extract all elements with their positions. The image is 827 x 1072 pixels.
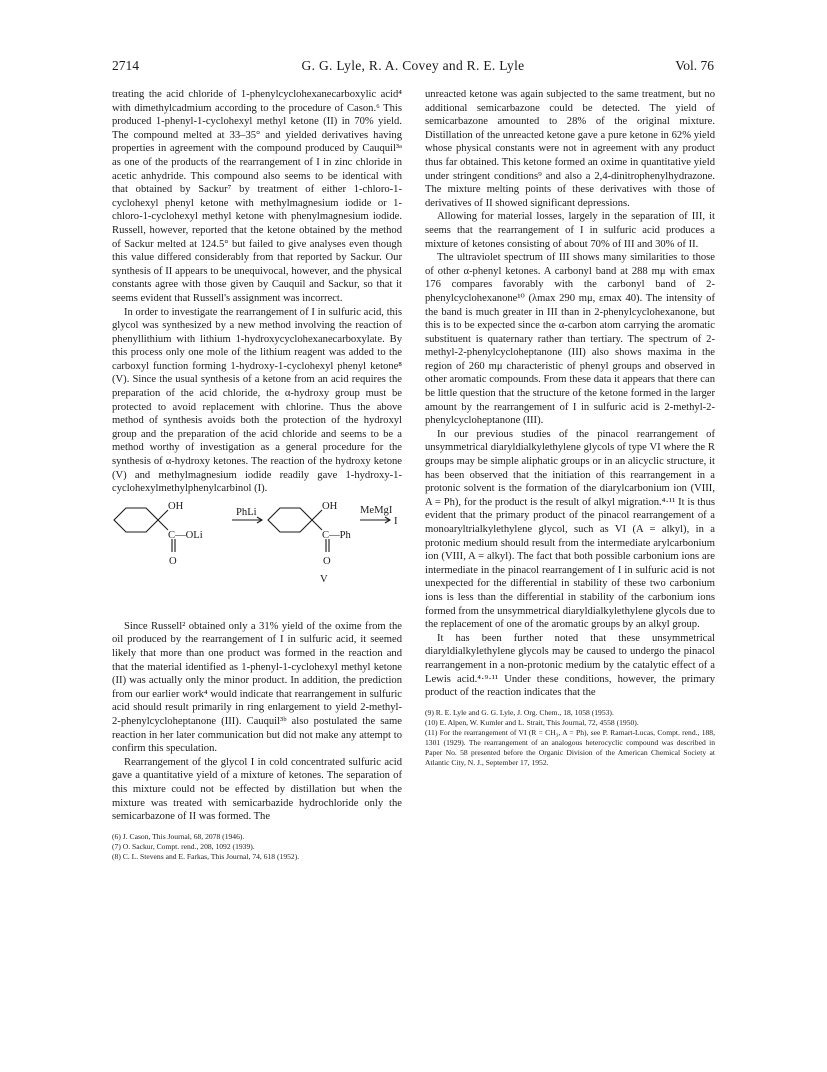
paragraph: It has been further noted that these unsymmetrical diaryldialkylethylene glycols may be caused to undergo the pinacol rearrangement in a non-protonic medium by the catalytic effect of a Lewis acid.⁴·⁹·¹¹ Under these conditions, however, the primary product of the reaction indicates that the: [425, 632, 715, 699]
running-authors: G. G. Lyle, R. A. Covey and R. E. Lyle: [301, 58, 525, 73]
reaction-scheme-drawing: [112, 498, 402, 614]
page-number: 2714: [112, 58, 139, 73]
footnotes: [425, 708, 715, 768]
bond: [312, 510, 322, 520]
paragraph: In our previous studies of the pinacol rearrangement of unsymmetrical diaryldialkylethylene glycols of type VI where the R groups may be simple aliphatic groups or in an alicyclic structure, it has been observed that the initiation of this rearrangement in a protonic solvent is the formation of the diarylcarbonium ion (VIII, A = Ph), for the product is the result of alkyl migration.⁴·¹¹ It is thus evident that the primary product of the pinacol rearrangement of a monoaryltrialkylethylene glycol, such as VI (A = alkyl), in a protonic medium should result from the intermediate arylcarbonium ion (VIII, A = alkyl). The fact that both possible carbonium ions are intermediate in the pinacol rearrangement of I in sulfuric acid is not unexpected for the differential in stability of these two carbonium ions is less than the differential in stability of the carbonium ions formed from the unsymmetrical diaryldialkylethylene glycols due to the replacement of one of the aromatic groups by an alkyl group.: [425, 428, 715, 631]
footnote: (11) For the rearrangement of VI (R = CH₃, A = Ph), see P. Ramart-Lucas, Compt. rend., 188, 1301 (1929). The rearrangement of an analogous heterocyclic compound was described in Paper No. 58 presented before the Organic Division of the American Chemical Society at Atlantic City, N. J., September 17, 1952.: [425, 727, 715, 767]
footnote: (8) C. L. Stevens and E. Farkas, This Journal, 74, 618 (1952).: [112, 851, 300, 861]
reagent-label: PhLi: [236, 506, 257, 518]
reaction-scheme: [112, 498, 402, 614]
oxygen-label: O: [169, 555, 177, 567]
hydroxyl-label: OH: [168, 500, 184, 512]
paragraph: treating the acid chloride of 1-phenylcyclohexanecarboxylic acid⁴ with dimethylcadmium according to the procedure of Cason.⁶ This produced 1-phenyl-1-cyclohexyl methyl ketone (II) in 70% yield. The compound melted at 33–35° and yielded derivatives having properties in agreement with the compound produced by Cauquil³ᵃ as one of the products of the rearrangement of I in zinc chloride in acetic anhydride. This compound also seems to be identical with that obtained by Sackur⁷ by treatment of either 1-chloro-1-cyclohexyl phenyl ketone with methylmagnesium iodide or 1-chloro-1-cyclohexyl methyl ketone with phenylmagnesium iodide. Russell, however, reported that the ketone obtained by the method of Sackur melted at 124.5° but failed to give analyses even though this value differed considerably from that reported by Sackur. Our synthesis of II appears to be unequivocal, however, and the physical constants agree with those given by Cauquil and Sackur, so that it seems evident that Russell's assignment was incorrect.: [112, 89, 402, 304]
running-header: [112, 58, 714, 80]
right-column: [425, 88, 715, 768]
bond: [312, 520, 322, 530]
footnote: (10) E. Alpen, W. Kumler and L. Strait, This Journal, 72, 4558 (1950).: [425, 717, 639, 727]
compound-label: V: [320, 573, 328, 585]
bond: [158, 510, 168, 520]
footnote: (9) R. E. Lyle and G. G. Lyle, J. Org. Chem., 18, 1058 (1953).: [425, 707, 614, 717]
acyl-group-label: C—Ph: [322, 529, 351, 541]
paragraph: Since Russell² obtained only a 31% yield of the oxime from the oil produced by the rearrangement of I in sulfuric acid, it seemed likely that more than one product was formed in the reaction and that the material identified as 1-phenyl-1-cyclohexyl methyl ketone (II) was actually only the minor product. In addition, the prediction from our earlier work⁴ would indicate that rearrangement in sulfuric acid should result primarily in ring enlargement to yield 2-methyl-2-phenylcycloheptanone (III). Cauquil³ᵇ also postulated the same reaction in her later communication but did not make any attempt to confirm this speculation.: [112, 620, 402, 755]
paragraph: The ultraviolet spectrum of III shows many similarities to those of other α-phenyl ketones. A carbonyl band at 288 mμ with εmax 176 compares favorably with the carbonyl band of 2-phenylcyclohexanone¹⁰ (λmax 290 mμ, εmax 40). The intensity of the band is much greater in III than in 2-phenylcyclohexanone, but this is to be expected since the α-carbon atom carrying the aromatic substituent is quaternary rather than tertiary. The spectrum of 2-methyl-2-phenylcycloheptanone (III) also shows maxima in the region of 260 mμ characteristic of phenyl groups and observed in other aromatic compounds. From these data it appears that there can be little question that the structure of the ketone formed in the larger amount by the rearrangement of I in sulfuric acid is 2-methyl-2-phenylcycloheptanone (III).: [425, 252, 715, 427]
footnotes: [112, 832, 402, 862]
cyclohexane-ring: [114, 508, 158, 532]
paragraph: Allowing for material losses, largely in the separation of III, it seems that the rearrangement of I in sulfuric acid produces a mixture of ketones consisting of about 70% of III and 30% of II.: [425, 211, 715, 250]
reagent-label: MeMgI: [360, 504, 393, 516]
paragraph: unreacted ketone was again subjected to the same treatment, but no additional semicarbazone could be detected. The yield of semicarbazone amounted to 28% of the original mixture. Distillation of the unreacted ketone gave a pure ketone in 62% yield whose physical constants were not in agreement with any product thus far obtained. This ketone formed an oxime in quantitative yield under stringent conditions⁹ and also a 2,4-dinitrophenylhydrazone. The mixture melting points of these derivatives with those of derivatives of II showed significant depressions.: [425, 89, 715, 209]
left-column: [112, 88, 402, 862]
paragraph: In order to investigate the rearrangement of I in sulfuric acid, this glycol was synthesized by a new method involving the reaction of phenyllithium with lithium 1-hydroxycyclohexanecarboxylate. By this process only one mole of the lithium reagent was added to the carboxyl function forming 1-hydroxy-1-cyclohexyl phenyl ketone⁸ (V). Since the usual synthesis of a ketone from an acid requires the preparation of the acid chloride, the α-hydroxy group must be protected to avoid replacement with chlorine. Thus the above method of synthesis avoids both the protection of the hydroxyl group and the preparation of the acid chloride and seems to be a method worthy of investigation as a general procedure for the synthesis of α-hydroxy ketones. The reaction of the hydroxy ketone (V) and methylmagnesium iodide readily gave 1-hydroxy-1-cyclohexylmethylphenylcarbinol (I).: [112, 306, 402, 495]
hydroxyl-label: OH: [322, 500, 338, 512]
cyclohexane-ring: [268, 508, 312, 532]
bond: [158, 520, 168, 530]
acyl-group-label: C—OLi: [168, 529, 203, 541]
footnote: (7) O. Sackur, Compt. rend., 208, 1092 (1939).: [112, 841, 255, 851]
paragraph: Rearrangement of the glycol I in cold concentrated sulfuric acid gave a quantitative yield of a mixture of ketones. The separation of this mixture could not be effected by distillation but when the mixture was treated with semicarbazide hydrochloride only the semicarbazone of II was formed. The: [112, 756, 402, 823]
oxygen-label: O: [323, 555, 331, 567]
volume-label: Vol. 76: [675, 58, 714, 73]
product-label: I: [394, 515, 398, 527]
footnote: (6) J. Cason, This Journal, 68, 2078 (1946).: [112, 831, 245, 841]
